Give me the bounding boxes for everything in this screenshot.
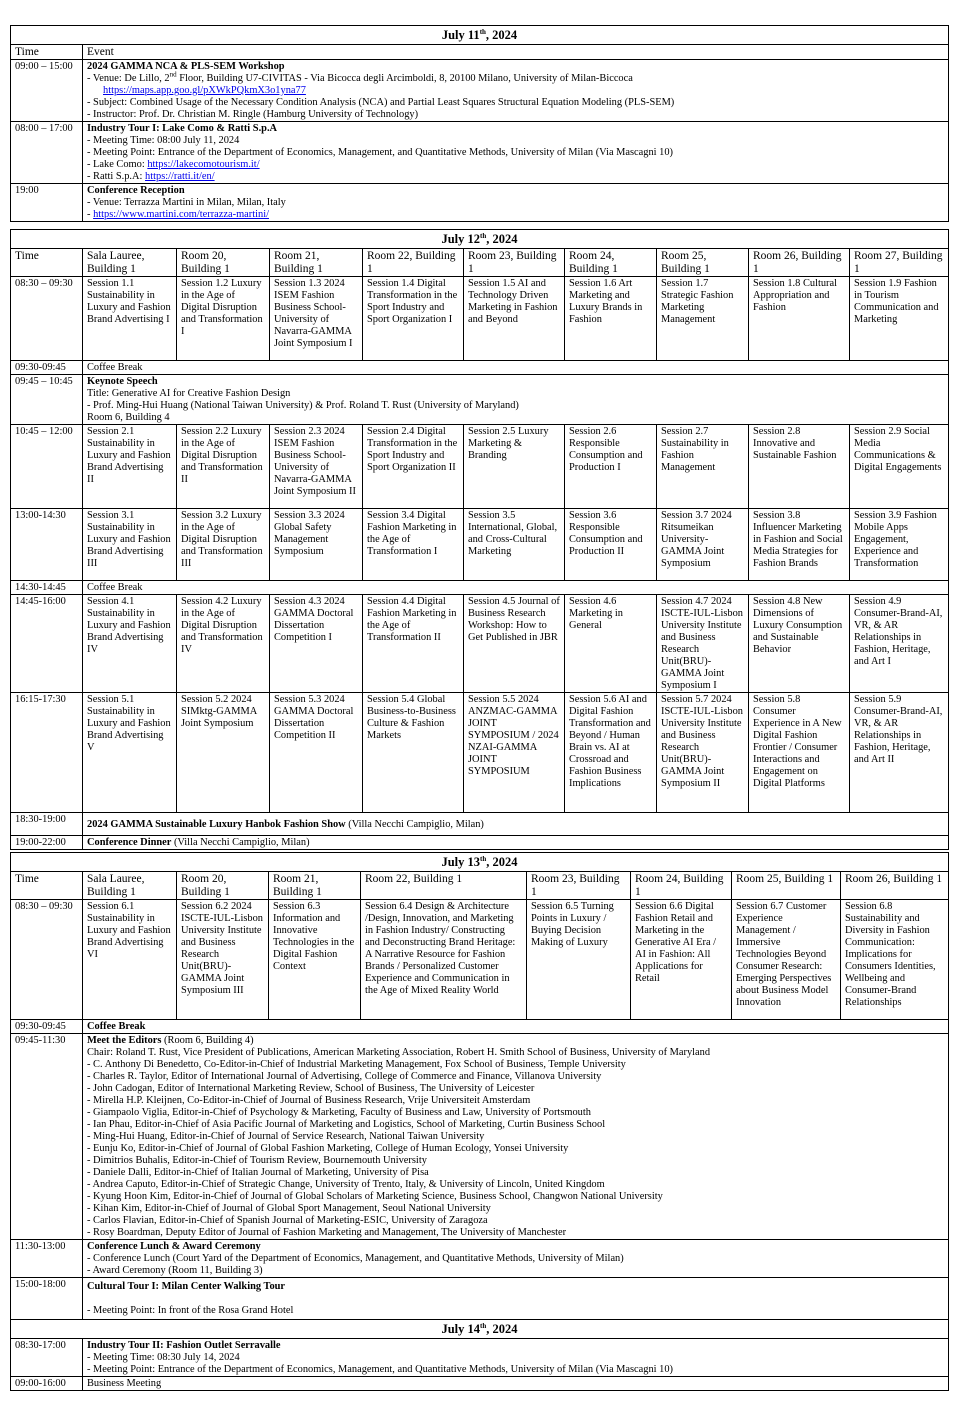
session-cell: Session 1.9 Fashion in Tourism Communication and Marketing [850, 277, 949, 361]
outlet-tour-cell [83, 1339, 949, 1377]
time-cell: 15:00-18:00 [11, 1278, 83, 1320]
time-cell: 19:00-22:00 [11, 836, 83, 850]
room-header: Sala Lauree, Building 1 [83, 249, 177, 277]
session-cell: Session 5.1 Sustainability in Luxury and Fashion Brand Advertising V [83, 693, 177, 813]
editor-line: Chair: Roland T. Rust, Vice President of Publications, American Marketing Association, Robert H. Smith School of Business, University of Maryland [87, 1047, 711, 1058]
session-cell: Session 4.2 Luxury in the Age of Digital Disruption and Transformation IV [177, 595, 270, 693]
day-table-july-11 [10, 25, 949, 222]
time-cell: 19:00 [11, 184, 83, 222]
day-title: July 12th, 2024 [11, 230, 949, 249]
map-link[interactable]: https://maps.app.goo.gl/pXWkPQkmX3o1yna77 [103, 85, 306, 96]
day-header [11, 26, 949, 45]
session-cell: Session 2.9 Social Media Communications & Digital Engagements [850, 425, 949, 509]
ratti-link[interactable]: https://ratti.it/en/ [145, 171, 215, 182]
coffee-break-row [11, 1020, 949, 1034]
walking-tour-cell [83, 1278, 949, 1320]
session-row-1 [11, 277, 949, 361]
meeting-time: - Meeting Time: 08:00 July 11, 2024 [87, 135, 240, 146]
instructor-line: - Instructor: Prof. Dr. Christian M. Ringle (Hamburg University of Technology) [87, 109, 419, 120]
lunch-cell [83, 1240, 949, 1278]
keynote-room: Room 6, Building 4 [87, 412, 170, 423]
tour-meeting-point: - Meeting Point: In front of the Rosa Grand Hotel [87, 1305, 294, 1316]
session-cell: Session 4.4 Digital Fashion Marketing in the Age of Transformation II [363, 595, 464, 693]
coffee-break-label: Coffee Break [83, 361, 949, 375]
lunch-title: Conference Lunch & Award Ceremony [87, 1241, 261, 1252]
day-title: July 11th, 2024 [11, 26, 949, 45]
time-cell: 08:30-17:00 [11, 1339, 83, 1377]
editor-line: - Eunju Ko, Editor-in-Chief of Journal of Global Fashion Marketing, College of Human Ecology, Yonsei University [87, 1143, 569, 1154]
editor-line: - John Cadogan, Editor of International Marketing Review, School of Business, The University of Leicester [87, 1083, 535, 1094]
time-cell: 09:45-11:30 [11, 1034, 83, 1240]
session-cell: Session 2.4 Digital Transformation in the Sport Industry and Sport Organization II [363, 425, 464, 509]
room-header: Room 23, Building 1 [527, 872, 631, 900]
tour-title: Industry Tour II: Fashion Outlet Serravalle [87, 1340, 281, 1351]
time-cell: 13:00-14:30 [11, 509, 83, 581]
editor-line: - Ming-Hui Huang, Editor-in-Chief of Journal of Service Research, National Taiwan University [87, 1131, 485, 1142]
room-header: Sala Lauree, Building 1 [83, 872, 177, 900]
session-cell: Session 2.7 Sustainability in Fashion Management [657, 425, 749, 509]
time-header: Time [11, 249, 83, 277]
session-cell: Session 1.8 Cultural Appropriation and Fashion [749, 277, 850, 361]
session-cell: Session 6.8 Sustainability and Diversity in Fashion Communication: Implications for Consumers Identities, Wellbeing and Consumer-Brand Relationships [841, 900, 949, 1020]
room-header: Room 26, Building 1 [749, 249, 850, 277]
session-cell: Session 1.7 Strategic Fashion Marketing Management [657, 277, 749, 361]
session-cell: Session 5.2 2024 SIMktg-GAMMA Joint Symposium [177, 693, 270, 813]
time-cell: 10:45 – 12:00 [11, 425, 83, 509]
session-cell: Session 6.4 Design & Architecture /Design, Innovation, and Marketing in Fashion Industry/ Constructing and Deconstructing Brand Heritage: A Narrative Resource for Fashion Brands / Personalized Customer Experience and Communication in the Age of Mixed Reality World [361, 900, 527, 1020]
column-header-row [11, 45, 949, 60]
time-cell: 09:30-09:45 [11, 361, 83, 375]
time-cell: 09:00 – 15:00 [11, 60, 83, 122]
outlet-tour-row [11, 1339, 949, 1377]
time-cell: 14:30-14:45 [11, 581, 83, 595]
session-row-4 [11, 595, 949, 693]
editor-line: - Charles R. Taylor, Editor of International Journal of Advertising, College of Commerce and Finance, Villanova University [87, 1071, 602, 1082]
session-cell: Session 5.6 AI and Digital Fashion Transformation and Beyond / Human Brain vs. AI at Crossroad and Fashion Business Implications [565, 693, 657, 813]
column-header-row [11, 249, 949, 277]
room-header: Room 20, Building 1 [177, 872, 269, 900]
session-cell: Session 3.1 Sustainability in Luxury and Fashion Brand Advertising III [83, 509, 177, 581]
event-cell [83, 60, 949, 122]
time-cell: 14:45-16:00 [11, 595, 83, 693]
column-header-row [11, 872, 949, 900]
session-cell: Session 2.1 Sustainability in Luxury and Fashion Brand Advertising II [83, 425, 177, 509]
time-cell: 16:15-17:30 [11, 693, 83, 813]
session-row-2 [11, 425, 949, 509]
session-cell: Session 3.3 2024 Global Safety Management Symposium [270, 509, 363, 581]
session-row-5 [11, 693, 949, 813]
session-cell: Session 5.4 Global Business-to-Business Culture & Fashion Markets [363, 693, 464, 813]
event-cell: Industry Tour I: Lake Como & Ratti S.p.A - Meeting Time: 08:00 July 11, 2024 - Meeting Point: Entrance of the Department of Economics, Management, and Quantitative Methods, University of Milan (Via Mascagni 10) - Lake Como: https://lakecomotourism.it/ - Ratti S.p.A: https://ratti.it/en/ [83, 122, 949, 184]
event-header: Event [83, 45, 949, 60]
session-cell: Session 2.8 Innovative and Sustainable Fashion [749, 425, 850, 509]
session-cell: Session 6.3 Information and Innovative Technologies in the Digital Fashion Context [269, 900, 361, 1020]
meeting-time: - Meeting Time: 08:30 July 14, 2024 [87, 1352, 240, 1363]
time-cell: 09:45 – 10:45 [11, 375, 83, 425]
session-cell: Session 6.6 Digital Fashion Retail and Marketing in the Generative AI Era / AI in Fashion: All Applications for Retail [631, 900, 732, 1020]
event-title: Conference Reception [87, 185, 185, 196]
room-header: Room 25, Building 1 [657, 249, 749, 277]
walking-tour-row [11, 1278, 949, 1320]
session-cell: Session 3.2 Luxury in the Age of Digital Disruption and Transformation III [177, 509, 270, 581]
session-cell: Session 1.3 2024 ISEM Fashion Business School-University of Navarra-GAMMA Joint Symposium I [270, 277, 363, 361]
editor-line: - Carlos Flavian, Editor-in-Chief of Spanish Journal of Marketing-ESIC, University of Zaragoza [87, 1215, 488, 1226]
session-cell: Session 3.8 Influencer Marketing in Fashion and Social Media Strategies for Fashion Brands [749, 509, 850, 581]
session-cell: Session 6.5 Turning Points in Luxury / Buying Decision Making of Luxury [527, 900, 631, 1020]
meeting-point: - Meeting Point: Entrance of the Department of Economics, Management, and Quantitative Methods, University of Milan (Via Mascagni 10) [87, 1364, 674, 1375]
session-cell: Session 2.3 2024 ISEM Fashion Business School-University of Navarra-GAMMA Joint Symposium II [270, 425, 363, 509]
keynote-title: Keynote Speech [87, 376, 158, 387]
award-line: - Award Ceremony (Room 11, Building 3) [87, 1265, 263, 1276]
day-table-july-12 [10, 229, 949, 850]
room-header: Room 22, Building 1 [361, 872, 527, 900]
time-cell: 09:30-09:45 [11, 1020, 83, 1034]
table-row [11, 122, 949, 184]
room-header: Room 23, Building 1 [464, 249, 565, 277]
keynote-row [11, 375, 949, 425]
keynote-topic: Title: Generative AI for Creative Fashion Design [87, 388, 291, 399]
day-title: July 14th, 2024 [11, 1320, 949, 1339]
coffee-break-row [11, 361, 949, 375]
editor-line: - Andrea Caputo, Editor-in-Chief of Strategic Change, University of Trento, Italy, & University of Lincoln, United Kingdom [87, 1179, 605, 1190]
session-cell: Session 4.5 Journal of Business Research Workshop: How to Get Published in JBR [464, 595, 565, 693]
time-header: Time [11, 45, 83, 60]
coffee-break-label: Coffee Break [83, 1020, 949, 1034]
session-cell: Session 2.2 Luxury in the Age of Digital Disruption and Transformation II [177, 425, 270, 509]
business-meeting-row [11, 1377, 949, 1391]
table-row [11, 184, 949, 222]
room-header: Room 24, Building 1 [565, 249, 657, 277]
room-header: Room 25, Building 1 [732, 872, 841, 900]
session-cell: Session 3.4 Digital Fashion Marketing in the Age of Transformation I [363, 509, 464, 581]
editors-cell [83, 1034, 949, 1240]
time-cell: 09:00-16:00 [11, 1377, 83, 1391]
time-cell: 08:30 – 09:30 [11, 900, 83, 1020]
session-cell: Session 4.7 2024 ISCTE-IUL-Lisbon University Institute and Business Research Unit(BRU)-GAMMA Joint Symposium I [657, 595, 749, 693]
editor-line: - Daniele Dalli, Editor-in-Chief of Italian Journal of Marketing, University of Pisa [87, 1167, 429, 1178]
editor-line: - Ian Phau, Editor-in-Chief of Asia Pacific Journal of Marketing and Logistics, School of Marketing, Curtin Business School [87, 1119, 606, 1130]
time-cell: 08:00 – 17:00 [11, 122, 83, 184]
time-cell: 18:30-19:00 [11, 813, 83, 836]
day-title: July 13th, 2024 [11, 853, 949, 872]
time-header: Time [11, 872, 83, 900]
keynote-speakers: - Prof. Ming-Hui Huang (National Taiwan University) & Prof. Roland T. Rust (University of Maryland) [87, 400, 519, 411]
dinner-row [11, 836, 949, 850]
time-cell: 08:30 – 09:30 [11, 277, 83, 361]
session-cell: Session 3.6 Responsible Consumption and Production II [565, 509, 657, 581]
editor-line: - Kihan Kim, Editor-in-Chief of Journal of Global Sport Management, Seoul National University [87, 1203, 491, 1214]
session-row-3 [11, 509, 949, 581]
session-cell: Session 6.2 2024 ISCTE-IUL-Lisbon University Institute and Business Research Unit(BRU)-GAMMA Joint Symposium III [177, 900, 269, 1020]
editors-title: Meet the Editors (Room 6, Building 4) [87, 1035, 254, 1046]
session-cell: Session 5.7 2024 ISCTE-IUL-Lisbon University Institute and Business Research Unit(BRU)-GAMMA Joint Symposium II [657, 693, 749, 813]
day-table-july-13-14 [10, 852, 949, 1391]
editor-line: - Rosy Boardman, Deputy Editor of Journal of Fashion Marketing and Management, The University of Manchester [87, 1227, 567, 1238]
day-header [11, 230, 949, 249]
day-header [11, 853, 949, 872]
time-cell: 11:30-13:00 [11, 1240, 83, 1278]
editor-line: - Giampaolo Viglia, Editor-in-Chief of Psychology & Marketing, Faculty of Business and Law, University of Portsmouth [87, 1107, 591, 1118]
room-header: Room 24, Building 1 [631, 872, 732, 900]
keynote-cell [83, 375, 949, 425]
session-cell: Session 3.9 Fashion Mobile Apps Engagement, Experience and Transformation [850, 509, 949, 581]
room-header: Room 21, Building 1 [269, 872, 361, 900]
session-cell: Session 1.5 AI and Technology Driven Marketing in Fashion and Beyond [464, 277, 565, 361]
room-header: Room 26, Building 1 [841, 872, 949, 900]
room-header: Room 21, Building 1 [270, 249, 363, 277]
session-cell: Session 6.1 Sustainability in Luxury and Fashion Brand Advertising VI [83, 900, 177, 1020]
session-cell: Session 1.6 Art Marketing and Luxury Brands in Fashion [565, 277, 657, 361]
session-cell: Session 2.6 Responsible Consumption and Production I [565, 425, 657, 509]
session-cell: Session 5.9 Consumer-Brand-AI, VR, & AR Relationships in Fashion, Heritage, and Art II [850, 693, 949, 813]
editor-line: - Kyung Hoon Kim, Editor-in-Chief of Journal of Global Scholars of Marketing Science, Business School, Changwon National University [87, 1191, 663, 1202]
editor-line: - Dimitrios Buhalis, Editor-in-Chief of Tourism Review, Bournemouth University [87, 1155, 427, 1166]
day-header [11, 1320, 949, 1339]
editors-row [11, 1034, 949, 1240]
lunch-row [11, 1240, 949, 1278]
venue-line: - Venue: Terrazza Martini in Milan, Milan, Italy [87, 197, 286, 208]
session-cell: Session 5.3 2024 GAMMA Doctoral Dissertation Competition II [270, 693, 363, 813]
fashion-show-row [11, 813, 949, 836]
session-cell: Session 2.5 Luxury Marketing & Branding [464, 425, 565, 509]
editor-line: - C. Anthony Di Benedetto, Co-Editor-in-Chief of Industrial Marketing Management, Fox School of Business, Temple University [87, 1059, 626, 1070]
session-cell: Session 3.5 International, Global, and Cross-Cultural Marketing [464, 509, 565, 581]
lake-como-link[interactable]: https://lakecomotourism.it/ [147, 159, 260, 170]
session-cell: Session 1.1 Sustainability in Luxury and Fashion Brand Advertising I [83, 277, 177, 361]
session-cell: Session 3.7 2024 Ritsumeikan University-GAMMA Joint Symposium [657, 509, 749, 581]
event-cell: Conference Reception - Venue: Terrazza Martini in Milan, Milan, Italy - https://www.martini.com/terrazza-martini/ [83, 184, 949, 222]
tour-title: Cultural Tour I: Milan Center Walking Tour [87, 1281, 286, 1292]
business-meeting-cell: Business Meeting [83, 1377, 949, 1391]
session-cell: Session 6.7 Customer Experience Management / Immersive Technologies Beyond Consumer Research: Emerging Perspectives about Business Model Innovation [732, 900, 841, 1020]
session-cell: Session 4.9 Consumer-Brand-AI, VR, & AR Relationships in Fashion, Heritage, and Art I [850, 595, 949, 693]
room-header: Room 27, Building 1 [850, 249, 949, 277]
room-header: Room 20, Building 1 [177, 249, 270, 277]
room-header: Room 22, Building 1 [363, 249, 464, 277]
subject-line: - Subject: Combined Usage of the Necessary Condition Analysis (NCA) and Partial Least Squares Structural Equation Modeling (PLS-SEM) [87, 97, 675, 108]
session-cell: Session 5.5 2024 ANZMAC-GAMMA JOINT SYMPOSIUM / 2024 NZAI-GAMMA JOINT SYMPOSIUM [464, 693, 565, 813]
dinner-cell: Conference Dinner (Villa Necchi Campiglio, Milan) [83, 836, 949, 850]
session-cell: Session 4.8 New Dimensions of Luxury Consumption and Sustainable Behavior [749, 595, 850, 693]
session-cell: Session 1.4 Digital Transformation in the Sport Industry and Sport Organization I [363, 277, 464, 361]
session-cell: Session 1.2 Luxury in the Age of Digital Disruption and Transformation I [177, 277, 270, 361]
session-cell: Session 4.1 Sustainability in Luxury and Fashion Brand Advertising IV [83, 595, 177, 693]
venue-line: - Venue: De Lillo, 2nd Floor, Building U7-CIVITAS - Via Bicocca degli Arcimboldi, 8, 20100 Milano, University of Milan-Biccoca [87, 70, 633, 84]
session-cell: Session 4.6 Marketing in General [565, 595, 657, 693]
coffee-break-label: Coffee Break [83, 581, 949, 595]
event-title: Industry Tour I: Lake Como & Ratti S.p.A [87, 123, 278, 134]
meeting-point: - Meeting Point: Entrance of the Department of Economics, Management, and Quantitative Methods, University of Milan (Via Mascagni 10) [87, 147, 674, 158]
martini-link[interactable]: https://www.martini.com/terrazza-martini/ [93, 209, 269, 220]
lunch-line: - Conference Lunch (Court Yard of the Department of Economics, Management, and Quantitative Methods, University of Milan) [87, 1253, 624, 1264]
table-row [11, 60, 949, 122]
session-row-6 [11, 900, 949, 1020]
event-title: 2024 GAMMA NCA & PLS-SEM Workshop [87, 61, 285, 72]
fashion-show-cell: 2024 GAMMA Sustainable Luxury Hanbok Fashion Show (Villa Necchi Campiglio, Milan) [83, 813, 949, 836]
session-cell: Session 4.3 2024 GAMMA Doctoral Dissertation Competition I [270, 595, 363, 693]
session-cell: Session 5.8 Consumer Experience in A New Digital Fashion Frontier / Consumer Interactions and Engagement on Digital Platforms [749, 693, 850, 813]
coffee-break-row [11, 581, 949, 595]
editor-line: - Mirella H.P. Kleijnen, Co-Editor-in-Chief of Journal of Business Research, Vrije Universiteit Amsterdam [87, 1095, 531, 1106]
